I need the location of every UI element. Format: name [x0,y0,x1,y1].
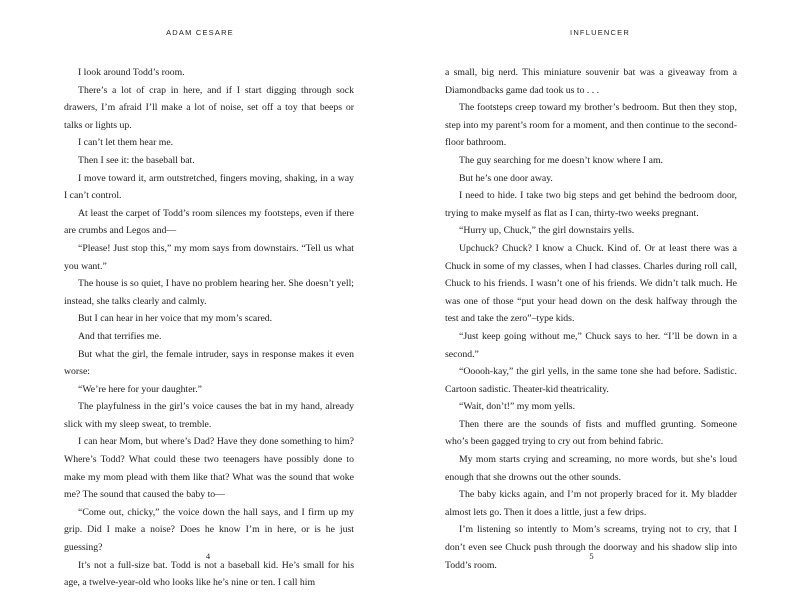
paragraph: My mom starts crying and screaming, no more words, but she’s loud enough that she drowns out the other sounds. [445,454,737,483]
title-running-head: INFLUENCER [570,28,630,37]
paragraph: I move toward it, arm outstretched, fingers moving, shaking, in a way I can’t control. [64,172,354,202]
paragraph: It’s not a full-size bat. Todd is not a baseball kid. He’s small for his age, a twelve-year-old who looks like he’s nine or ten. I call him [64,559,354,589]
paragraph: I need to hide. I take two big steps and get behind the bedroom door, trying to make myself as flat as I can, thirty-two weeks pregnant. [445,190,737,219]
paragraph: And that terrifies me. [78,330,162,342]
paragraph: Then I see it: the baseball bat. [78,154,195,166]
paragraph: The footsteps creep toward my brother’s bedroom. But then they stop, step into my parent’s room for a moment, and then continue to the second-floor bathroom. [445,102,737,149]
paragraph: But I can hear in her voice that my mom’s scared. [78,313,273,325]
paragraph: Then there are the sounds of fists and muffled grunting. Someone who’s been gagged trying to cry out from behind fabric. [445,418,737,448]
paragraph: Upchuck? Chuck? I know a Chuck. Kind of. Or at least there was a Chuck in some of my classes, when I had classes. Charles during roll call, Chuck to his friends. I wasn’t one of his friends. We didn’t talk much. He was one of those “put your head down on the desk halfway through the test and take the zero”–type kids. [445,242,737,325]
page-number: 4 [205,551,211,561]
continued-paragraph: a small, big nerd. This miniature souvenir bat was a giveaway from a Diamondbacks game dad took us to . . . [445,67,737,96]
paragraph: But he’s one door away. [459,172,553,184]
paragraph: “We’re here for your daughter.” [78,383,203,395]
paragraph: “Wait, don’t!” my mom yells. [459,401,576,413]
paragraph: The house is so quiet, I have no problem hearing her. She doesn’t yell; instead, she talks clearly and calmly. [64,278,354,307]
paragraph: I can’t let them hear me. [78,137,174,149]
right-page [400,0,800,600]
page-number: 5 [589,551,594,561]
paragraph: But what the girl, the female intruder, says in response makes it even worse: [64,348,354,378]
paragraph: I can hear Mom, but where’s Dad? Have they done something to him? Where’s Todd? What could these two teenagers have possibly done to make my mom plead with them like that? What was the sound that woke me? The sound that caused the baby to— [64,436,354,501]
paragraph: “Please! Just stop this,” my mom says from downstairs. “Tell us what you want.” [64,242,354,272]
paragraph: There’s a lot of crap in here, and if I start digging through sock drawers, I’m afraid I’ll make a lot of noise, set off a toy that beeps or talks or lights up. [64,84,354,131]
right-page-body [445,64,737,574]
paragraph: “Come out, chicky,” the voice down the hall says, and I firm up my grip. Did I make a noise? Does he know I’m in here, or is he just guessing? [64,506,354,554]
paragraph: The guy searching for me doesn’t know where I am. [459,154,663,166]
paragraph: The playfulness in the girl’s voice causes the bat in my hand, already slick with my sleep sweat, to tremble. [64,401,354,430]
paragraph: The baby kicks again, and I’m not properly braced for it. My bladder almost lets go. Then it does a little, just a few drips. [445,489,737,518]
paragraph: “Hurry up, Chuck,” the girl downstairs yells. [459,225,635,237]
paragraph: “Just keep going without me,” Chuck says to her. “I’ll be down in a second.” [445,330,737,360]
paragraph: At least the carpet of Todd’s room silences my footsteps, even if there are crumbs and Legos and— [64,207,354,237]
paragraph: “Ooooh-kay,” the girl yells, in the same tone she had before. Sadistic. Cartoon sadistic. Theater-kid theatricality. [445,366,737,395]
paragraph: I’m listening so intently to Mom’s screams, trying not to cry, that I don’t even see Chuck push through the doorway and his shadow slip into Todd’s room. [445,524,737,571]
left-page-body [64,64,354,592]
author-running-head: ADAM CESARE [166,28,234,37]
paragraph: I look around Todd’s room. [78,67,185,78]
